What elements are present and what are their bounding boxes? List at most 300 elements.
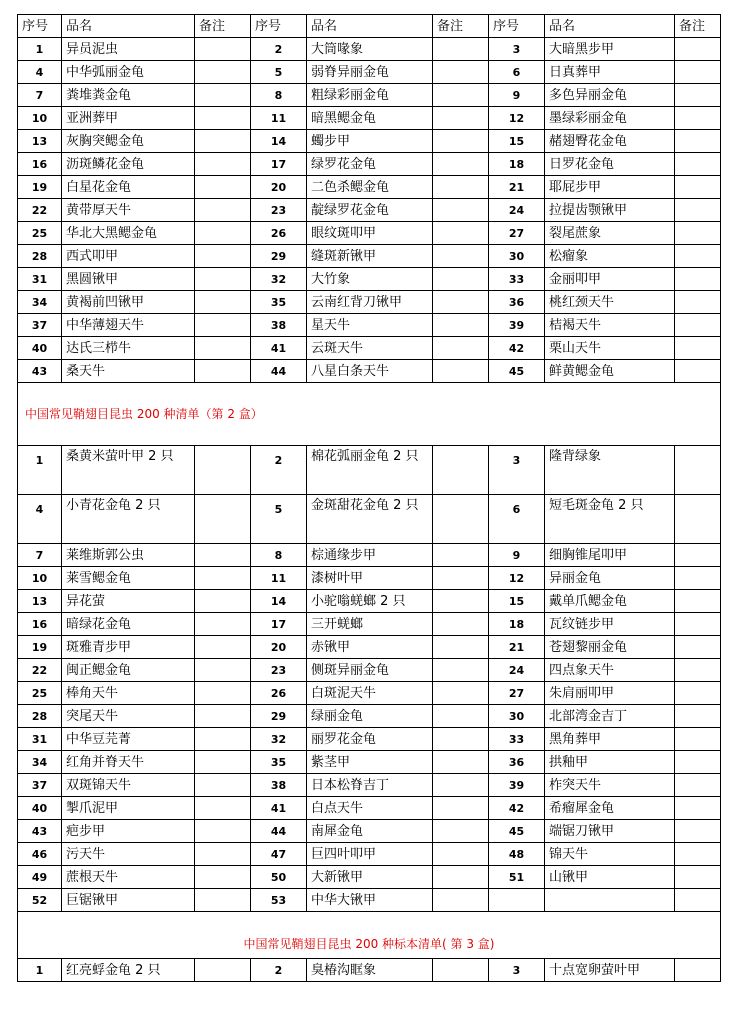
remarks-cell: [433, 84, 489, 107]
species-name-cell: 中华薄翅天牛: [62, 314, 195, 337]
remarks-cell: [433, 176, 489, 199]
remarks-cell: [195, 820, 251, 843]
remarks-cell: [675, 446, 721, 495]
remarks-cell: [675, 682, 721, 705]
species-name-cell: 锦天牛: [545, 843, 675, 866]
header-cell: 备注: [675, 15, 721, 38]
remarks-cell: [675, 107, 721, 130]
species-name-cell: 柞突天牛: [545, 774, 675, 797]
remarks-cell: [675, 176, 721, 199]
species-name-cell: 小驼嗡蜣螂 2 只: [307, 590, 433, 613]
remarks-cell: [433, 337, 489, 360]
species-name-cell: 红角并脊天牛: [62, 751, 195, 774]
species-name-cell: 红亮蜉金龟 2 只: [62, 959, 195, 982]
remarks-cell: [195, 38, 251, 61]
remarks-cell: [433, 446, 489, 495]
serial-number-cell: 23: [251, 659, 307, 682]
remarks-cell: [433, 222, 489, 245]
remarks-cell: [675, 153, 721, 176]
serial-number-cell: 30: [489, 705, 545, 728]
species-name-cell: 绿丽金龟: [307, 705, 433, 728]
serial-number-cell: 12: [489, 567, 545, 590]
species-name-cell: 漆树叶甲: [307, 567, 433, 590]
species-name-cell: 端锯刀锹甲: [545, 820, 675, 843]
species-name-cell: 白星花金龟: [62, 176, 195, 199]
remarks-cell: [433, 889, 489, 912]
remarks-cell: [195, 268, 251, 291]
serial-number-cell: 31: [18, 728, 62, 751]
header-cell: 备注: [195, 15, 251, 38]
remarks-cell: [195, 337, 251, 360]
species-name-cell: 黄褐前凹锹甲: [62, 291, 195, 314]
remarks-cell: [195, 636, 251, 659]
table-row: [18, 337, 721, 360]
remarks-cell: [433, 199, 489, 222]
remarks-cell: [195, 682, 251, 705]
species-name-cell: 突尾天牛: [62, 705, 195, 728]
serial-number-cell: 14: [251, 590, 307, 613]
remarks-cell: [675, 889, 721, 912]
header-row: [18, 15, 721, 38]
remarks-cell: [195, 751, 251, 774]
remarks-cell: [675, 728, 721, 751]
box2-section: [18, 446, 721, 912]
serial-number-cell: 35: [251, 291, 307, 314]
serial-number-cell: 37: [18, 774, 62, 797]
box2-title: 中国常见鞘翅目昆虫 200 种清单（第 2 盒）: [18, 383, 721, 446]
species-name-cell: 西式叩甲: [62, 245, 195, 268]
species-name-cell: 侧斑异丽金龟: [307, 659, 433, 682]
serial-number-cell: 48: [489, 843, 545, 866]
species-name-cell: 巨四叶叩甲: [307, 843, 433, 866]
species-name-cell: 斑雅青步甲: [62, 636, 195, 659]
species-name-cell: 桑天牛: [62, 360, 195, 383]
remarks-cell: [433, 495, 489, 544]
header-cell: 品名: [545, 15, 675, 38]
species-name-cell: 紫茎甲: [307, 751, 433, 774]
serial-number-cell: 1: [18, 446, 62, 495]
table-row: [18, 314, 721, 337]
species-name-cell: 大暗黑步甲: [545, 38, 675, 61]
species-name-cell: 栗山天牛: [545, 337, 675, 360]
remarks-cell: [195, 199, 251, 222]
table-row: [18, 153, 721, 176]
serial-number-cell: 39: [489, 314, 545, 337]
species-name-cell: 云斑天牛: [307, 337, 433, 360]
serial-number-cell: 39: [489, 774, 545, 797]
remarks-cell: [675, 774, 721, 797]
box2-title-section: [18, 383, 721, 446]
table-row: [18, 360, 721, 383]
species-name-cell: 白点天牛: [307, 797, 433, 820]
serial-number-cell: 11: [251, 107, 307, 130]
table-row: [18, 959, 721, 982]
species-name-cell: 黄带厚天牛: [62, 199, 195, 222]
remarks-cell: [195, 222, 251, 245]
species-name-cell: 黑圆锹甲: [62, 268, 195, 291]
species-name-cell: 中华豆芫菁: [62, 728, 195, 751]
remarks-cell: [675, 659, 721, 682]
document: [17, 14, 720, 982]
species-name-cell: 绿罗花金龟: [307, 153, 433, 176]
header-cell: 序号: [18, 15, 62, 38]
serial-number-cell: [489, 889, 545, 912]
species-name-cell: 短毛斑金龟 2 只: [545, 495, 675, 544]
species-name-cell: 瓦纹链步甲: [545, 613, 675, 636]
serial-number-cell: 10: [18, 107, 62, 130]
table-row: [18, 38, 721, 61]
serial-number-cell: 19: [18, 636, 62, 659]
remarks-cell: [433, 751, 489, 774]
species-name-cell: 赭翅臀花金龟: [545, 130, 675, 153]
serial-number-cell: 26: [251, 682, 307, 705]
species-name-cell: 苍翅黎丽金龟: [545, 636, 675, 659]
species-name-cell: 疤步甲: [62, 820, 195, 843]
species-name-cell: 污天牛: [62, 843, 195, 866]
remarks-cell: [675, 590, 721, 613]
serial-number-cell: 8: [251, 544, 307, 567]
serial-number-cell: 27: [489, 222, 545, 245]
remarks-cell: [195, 866, 251, 889]
remarks-cell: [675, 360, 721, 383]
species-name-cell: 莱雪鳃金龟: [62, 567, 195, 590]
serial-number-cell: 42: [489, 797, 545, 820]
remarks-cell: [433, 567, 489, 590]
serial-number-cell: 24: [489, 659, 545, 682]
serial-number-cell: 6: [489, 495, 545, 544]
remarks-cell: [195, 797, 251, 820]
serial-number-cell: 34: [18, 751, 62, 774]
remarks-cell: [195, 659, 251, 682]
remarks-cell: [675, 130, 721, 153]
species-name-cell: 日罗花金龟: [545, 153, 675, 176]
serial-number-cell: 23: [251, 199, 307, 222]
remarks-cell: [433, 843, 489, 866]
species-name-cell: 金丽叩甲: [545, 268, 675, 291]
serial-number-cell: 2: [251, 446, 307, 495]
serial-number-cell: 4: [18, 495, 62, 544]
serial-number-cell: 35: [251, 751, 307, 774]
remarks-cell: [195, 567, 251, 590]
remarks-cell: [675, 797, 721, 820]
remarks-cell: [195, 176, 251, 199]
species-name-cell: 四点象天牛: [545, 659, 675, 682]
table-row: [18, 222, 721, 245]
header-cell: 品名: [307, 15, 433, 38]
table-row: [18, 705, 721, 728]
serial-number-cell: 51: [489, 866, 545, 889]
species-name-cell: 靛绿罗花金龟: [307, 199, 433, 222]
remarks-cell: [433, 130, 489, 153]
table-row: [18, 176, 721, 199]
remarks-cell: [195, 84, 251, 107]
serial-number-cell: 43: [18, 820, 62, 843]
table-row: [18, 682, 721, 705]
box3-section: [18, 959, 721, 982]
header-cell: 序号: [251, 15, 307, 38]
serial-number-cell: 11: [251, 567, 307, 590]
species-name-cell: 中华大锹甲: [307, 889, 433, 912]
remarks-cell: [195, 291, 251, 314]
serial-number-cell: 2: [251, 959, 307, 982]
specimen-table: [17, 14, 721, 982]
remarks-cell: [195, 774, 251, 797]
table-row: [18, 245, 721, 268]
remarks-cell: [195, 495, 251, 544]
header-cell: 备注: [433, 15, 489, 38]
species-name-cell: 隆背绿象: [545, 446, 675, 495]
serial-number-cell: 6: [489, 61, 545, 84]
remarks-cell: [195, 728, 251, 751]
remarks-cell: [433, 590, 489, 613]
remarks-cell: [195, 153, 251, 176]
remarks-cell: [195, 446, 251, 495]
remarks-cell: [675, 959, 721, 982]
serial-number-cell: 36: [489, 751, 545, 774]
remarks-cell: [195, 705, 251, 728]
remarks-cell: [433, 728, 489, 751]
remarks-cell: [433, 659, 489, 682]
remarks-cell: [675, 613, 721, 636]
species-name-cell: 臭椿沟眶象: [307, 959, 433, 982]
serial-number-cell: 19: [18, 176, 62, 199]
table-row: [18, 889, 721, 912]
species-name-cell: 大新锹甲: [307, 866, 433, 889]
serial-number-cell: 2: [251, 38, 307, 61]
box3-title-section: [18, 912, 721, 959]
remarks-cell: [675, 84, 721, 107]
table-row: [18, 613, 721, 636]
table-row: [18, 84, 721, 107]
table-row: [18, 291, 721, 314]
serial-number-cell: 8: [251, 84, 307, 107]
serial-number-cell: 3: [489, 959, 545, 982]
remarks-cell: [195, 590, 251, 613]
serial-number-cell: 14: [251, 130, 307, 153]
serial-number-cell: 18: [489, 153, 545, 176]
table-row: [18, 567, 721, 590]
header-cell: 品名: [62, 15, 195, 38]
species-name-cell: 异员泥虫: [62, 38, 195, 61]
serial-number-cell: 46: [18, 843, 62, 866]
remarks-cell: [675, 337, 721, 360]
species-name-cell: 耶屁步甲: [545, 176, 675, 199]
serial-number-cell: 40: [18, 797, 62, 820]
species-name-cell: 裂尾蔗象: [545, 222, 675, 245]
serial-number-cell: 45: [489, 820, 545, 843]
serial-number-cell: 44: [251, 360, 307, 383]
species-name-cell: 灰胸突鳃金龟: [62, 130, 195, 153]
species-name-cell: 二色杀鳃金龟: [307, 176, 433, 199]
remarks-cell: [675, 544, 721, 567]
serial-number-cell: 21: [489, 176, 545, 199]
table-row: [18, 774, 721, 797]
serial-number-cell: 32: [251, 268, 307, 291]
serial-number-cell: 24: [489, 199, 545, 222]
species-name-cell: 小青花金龟 2 只: [62, 495, 195, 544]
serial-number-cell: 29: [251, 245, 307, 268]
species-name-cell: 墨绿彩丽金龟: [545, 107, 675, 130]
species-name-cell: 黑角葬甲: [545, 728, 675, 751]
serial-number-cell: 1: [18, 959, 62, 982]
serial-number-cell: 53: [251, 889, 307, 912]
table-row: [18, 728, 721, 751]
remarks-cell: [433, 291, 489, 314]
remarks-cell: [433, 61, 489, 84]
species-name-cell: 大竹象: [307, 268, 433, 291]
remarks-cell: [433, 107, 489, 130]
serial-number-cell: 15: [489, 130, 545, 153]
species-name-cell: 朱肩丽叩甲: [545, 682, 675, 705]
remarks-cell: [433, 613, 489, 636]
remarks-cell: [195, 130, 251, 153]
remarks-cell: [195, 843, 251, 866]
species-name-cell: 掣爪泥甲: [62, 797, 195, 820]
serial-number-cell: 5: [251, 61, 307, 84]
species-name-cell: 棒角天牛: [62, 682, 195, 705]
remarks-cell: [675, 38, 721, 61]
species-name-cell: 松瘤象: [545, 245, 675, 268]
species-name-cell: 异花萤: [62, 590, 195, 613]
remarks-cell: [195, 360, 251, 383]
header-cell: 序号: [489, 15, 545, 38]
species-name-cell: 丽罗花金龟: [307, 728, 433, 751]
species-name-cell: [545, 889, 675, 912]
serial-number-cell: 41: [251, 797, 307, 820]
species-name-cell: 日真葬甲: [545, 61, 675, 84]
remarks-cell: [675, 751, 721, 774]
remarks-cell: [433, 314, 489, 337]
species-name-cell: 中华弧丽金龟: [62, 61, 195, 84]
serial-number-cell: 47: [251, 843, 307, 866]
species-name-cell: 达氏三栉牛: [62, 337, 195, 360]
box3-title: 中国常见鞘翅目昆虫 200 种标本清单( 第 3 盒): [18, 912, 721, 959]
remarks-cell: [433, 774, 489, 797]
species-name-cell: 蔗根天牛: [62, 866, 195, 889]
serial-number-cell: 26: [251, 222, 307, 245]
remarks-cell: [675, 314, 721, 337]
serial-number-cell: 10: [18, 567, 62, 590]
species-name-cell: 金斑甜花金龟 2 只: [307, 495, 433, 544]
species-name-cell: 巨锯锹甲: [62, 889, 195, 912]
remarks-cell: [675, 567, 721, 590]
species-name-cell: 亚洲葬甲: [62, 107, 195, 130]
serial-number-cell: 17: [251, 613, 307, 636]
serial-number-cell: 7: [18, 544, 62, 567]
serial-number-cell: 21: [489, 636, 545, 659]
remarks-cell: [675, 843, 721, 866]
species-name-cell: 山锹甲: [545, 866, 675, 889]
remarks-cell: [675, 245, 721, 268]
serial-number-cell: 15: [489, 590, 545, 613]
remarks-cell: [433, 866, 489, 889]
remarks-cell: [195, 959, 251, 982]
species-name-cell: 暗绿花金龟: [62, 613, 195, 636]
box1-section: [18, 38, 721, 383]
remarks-cell: [675, 866, 721, 889]
species-name-cell: 白斑泥天牛: [307, 682, 433, 705]
remarks-cell: [433, 797, 489, 820]
species-name-cell: 桔褐天牛: [545, 314, 675, 337]
species-name-cell: 希瘤犀金龟: [545, 797, 675, 820]
serial-number-cell: 33: [489, 728, 545, 751]
species-name-cell: 拱釉甲: [545, 751, 675, 774]
remarks-cell: [195, 544, 251, 567]
remarks-cell: [675, 291, 721, 314]
serial-number-cell: 9: [489, 84, 545, 107]
remarks-cell: [675, 495, 721, 544]
serial-number-cell: 45: [489, 360, 545, 383]
table-row: [18, 199, 721, 222]
serial-number-cell: 40: [18, 337, 62, 360]
remarks-cell: [433, 959, 489, 982]
species-name-cell: 莱维斯郭公虫: [62, 544, 195, 567]
table-row: [18, 268, 721, 291]
species-name-cell: 棕通缘步甲: [307, 544, 433, 567]
species-name-cell: 粗绿彩丽金龟: [307, 84, 433, 107]
serial-number-cell: 13: [18, 130, 62, 153]
species-name-cell: 戴单爪鳃金龟: [545, 590, 675, 613]
serial-number-cell: 42: [489, 337, 545, 360]
remarks-cell: [433, 245, 489, 268]
serial-number-cell: 20: [251, 176, 307, 199]
serial-number-cell: 12: [489, 107, 545, 130]
serial-number-cell: 49: [18, 866, 62, 889]
serial-number-cell: 28: [18, 245, 62, 268]
serial-number-cell: 50: [251, 866, 307, 889]
serial-number-cell: 3: [489, 38, 545, 61]
serial-number-cell: 29: [251, 705, 307, 728]
species-name-cell: 细胸锥尾叩甲: [545, 544, 675, 567]
serial-number-cell: 22: [18, 659, 62, 682]
remarks-cell: [433, 268, 489, 291]
species-name-cell: 华北大黑鳃金龟: [62, 222, 195, 245]
species-name-cell: 眼纹斑叩甲: [307, 222, 433, 245]
remarks-cell: [675, 222, 721, 245]
serial-number-cell: 16: [18, 613, 62, 636]
serial-number-cell: 22: [18, 199, 62, 222]
species-name-cell: 三开蜣螂: [307, 613, 433, 636]
remarks-cell: [433, 820, 489, 843]
table-row: [18, 446, 721, 495]
serial-number-cell: 52: [18, 889, 62, 912]
serial-number-cell: 7: [18, 84, 62, 107]
remarks-cell: [675, 820, 721, 843]
table-row: [18, 590, 721, 613]
species-name-cell: 日本松脊吉丁: [307, 774, 433, 797]
serial-number-cell: 43: [18, 360, 62, 383]
serial-number-cell: 31: [18, 268, 62, 291]
serial-number-cell: 28: [18, 705, 62, 728]
remarks-cell: [195, 314, 251, 337]
table-row: [18, 797, 721, 820]
serial-number-cell: 4: [18, 61, 62, 84]
species-name-cell: 南犀金龟: [307, 820, 433, 843]
species-name-cell: 大筒喙象: [307, 38, 433, 61]
species-name-cell: 赤锹甲: [307, 636, 433, 659]
serial-number-cell: 18: [489, 613, 545, 636]
table-row: [18, 636, 721, 659]
serial-number-cell: 13: [18, 590, 62, 613]
serial-number-cell: 17: [251, 153, 307, 176]
table-row: [18, 866, 721, 889]
species-name-cell: 八星白条天牛: [307, 360, 433, 383]
table-row: [18, 659, 721, 682]
remarks-cell: [433, 705, 489, 728]
species-name-cell: 鲜黄鳃金龟: [545, 360, 675, 383]
serial-number-cell: 44: [251, 820, 307, 843]
species-name-cell: 闽正鳃金龟: [62, 659, 195, 682]
